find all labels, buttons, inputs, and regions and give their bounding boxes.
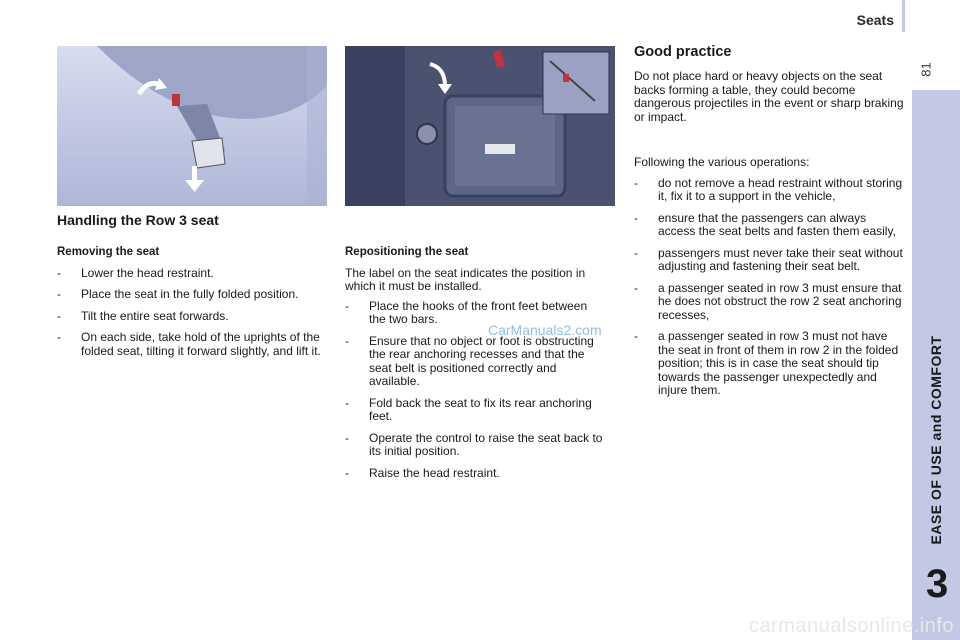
dash: - [57, 287, 61, 301]
list-item: - a passenger seated in row 3 must not have the seat in front of them in row 2 in the folded position; this is in case the seat should tip towards the passenger unexpectedly and injure them. [634, 329, 899, 397]
list-item: - ensure that the passengers can always access the seat belts and fasten them easily, [634, 210, 896, 238]
good-practice-warning: Do not place hard or heavy objects on the seat backs forming a table, they could become dangerous projectiles in the event or sharp braking or impact. [634, 69, 904, 124]
dash: - [345, 465, 349, 480]
seat-anchoring-drawing [345, 46, 615, 206]
chapter-number: 3 [926, 562, 949, 606]
list-item: - Fold back the seat to fix its rear anchoring feet. [345, 395, 592, 423]
dash: - [345, 395, 349, 410]
illustration-head-restraint [57, 46, 327, 206]
watermark-center: CarManuals2.com [488, 322, 602, 338]
list-item: - passengers must never take their seat without adjusting and fastening their seat belt. [634, 245, 903, 273]
chapter-tab-marker [902, 0, 905, 32]
seat-label [485, 144, 515, 154]
dash: - [57, 308, 61, 323]
dash: - [57, 265, 61, 280]
list-item: - Operate the control to raise the seat back to its initial position. [345, 430, 603, 458]
removing-section [57, 246, 325, 366]
dash: - [634, 175, 638, 190]
dash: - [634, 280, 638, 295]
dash: - [345, 430, 349, 445]
list-item: - Lower the head restraint. [57, 265, 214, 280]
list-item: - Place the hooks of the front feet between the two bars. [345, 298, 588, 326]
chapter-label: EASE OF USE and COMFORT [928, 335, 944, 545]
page-number: 81 [918, 62, 934, 77]
removing-steps [57, 267, 325, 359]
repositioning-intro: The label on the seat indicates the position in which it must be installed. [345, 265, 586, 293]
seat-rail [307, 46, 327, 206]
repositioning-section [345, 246, 607, 488]
good-practice-items [634, 177, 904, 398]
dash: - [634, 329, 638, 343]
good-practice-section [634, 156, 904, 406]
dash: - [634, 245, 638, 260]
removing-title: Removing the seat [57, 246, 160, 258]
lever-icon [172, 94, 180, 106]
anchor-hook [192, 138, 225, 168]
head-restraint-drawing [57, 46, 327, 206]
list-item: - a passenger seated in row 3 must ensure that he does not obstruct the row 2 seat anchoring recesses, [634, 280, 902, 322]
dash: - [634, 210, 638, 225]
section-title: Seats [856, 12, 894, 28]
good-practice-title: Good practice [634, 44, 732, 60]
list-item: - Raise the head restraint. [345, 465, 500, 480]
watermark-footer: carmanualsonline.info [748, 615, 954, 637]
left-panel [345, 46, 405, 206]
dash: - [345, 333, 349, 348]
inset-lever-icon [563, 74, 569, 82]
list-item: - Place the seat in the fully folded position. [57, 287, 299, 301]
repositioning-title: Repositioning the seat [345, 246, 469, 258]
dash: - [345, 298, 349, 313]
list-item: - Ensure that no object or foot is obstructing the rear anchoring recesses and that the seat belt is positioned correctly and available. [345, 333, 594, 388]
page-heading: Handling the Row 3 seat [57, 212, 219, 228]
illustration-seat-anchoring [345, 46, 615, 206]
dash: - [57, 330, 61, 344]
list-item: - do not remove a head restraint without storing it, fix it to a support in the vehicle, [634, 175, 903, 203]
list-item: - Tilt the entire seat forwards. [57, 308, 229, 323]
anchor-recess [417, 124, 437, 144]
list-item: - On each side, take hold of the uprights of the folded seat, tilting it forward slightly, and lift it. [57, 330, 321, 358]
good-practice-intro: Following the various operations: [634, 155, 810, 169]
